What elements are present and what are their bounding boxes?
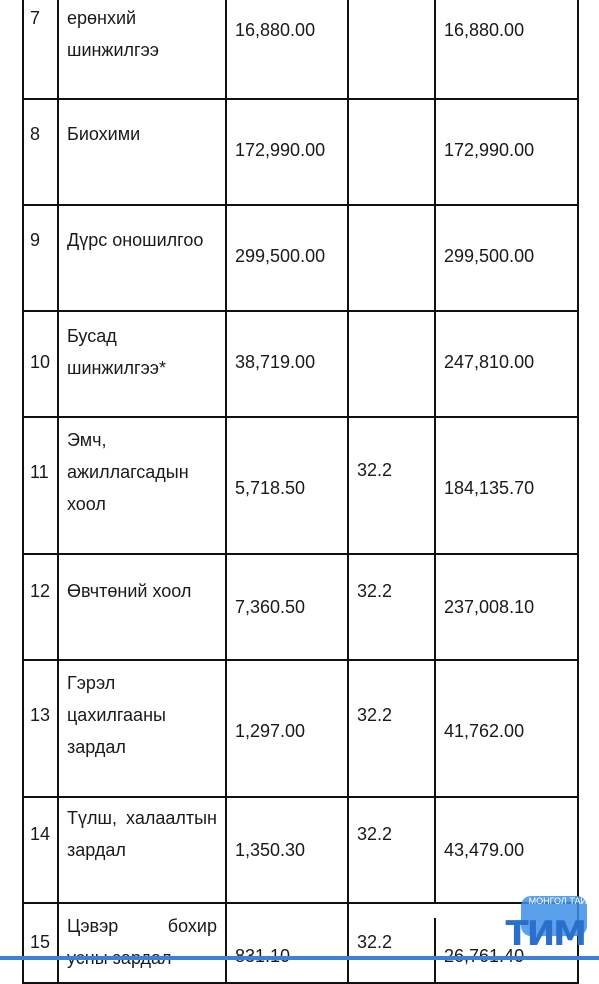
row-name-line: хоол (67, 494, 106, 514)
row-name-line: цахилгааны (67, 705, 166, 725)
row-total: 237,008.10 (435, 554, 578, 660)
row-unit-price: 172,990.00 (226, 99, 348, 205)
row-name-line: зардал (67, 840, 126, 860)
table-row (23, 903, 578, 983)
table-row (23, 797, 578, 903)
row-name (58, 903, 226, 983)
row-number: 10 (23, 311, 58, 417)
row-percent (348, 311, 435, 417)
row-number: 7 (23, 0, 58, 99)
watermark-logo (505, 890, 587, 954)
row-name-line: шинжилгээ* (67, 358, 166, 378)
row-name (58, 0, 226, 99)
row-total: 172,990.00 (435, 99, 578, 205)
row-name-line: зардал (67, 737, 126, 757)
row-unit-price: 16,880.00 (226, 0, 348, 99)
row-name (58, 417, 226, 554)
row-name-line: шинжилгээ (67, 40, 159, 60)
row-name-line: Биохими (67, 124, 141, 144)
row-number: 15 (23, 903, 58, 983)
table-row (23, 660, 578, 797)
row-percent (348, 205, 435, 311)
row-name-line: ажиллагсадын (67, 462, 189, 482)
row-name (58, 797, 226, 903)
row-name-line: Дүрс оношилгоо (67, 230, 204, 250)
row-unit-price: 299,500.00 (226, 205, 348, 311)
row-percent (348, 0, 435, 99)
row-number: 8 (23, 99, 58, 205)
row-number: 11 (23, 417, 58, 554)
table-row (23, 417, 578, 554)
row-total: 16,880.00 (435, 0, 578, 99)
bottom-accent-bar (0, 956, 599, 960)
row-unit-price: 1,297.00 (226, 660, 348, 797)
table-row (23, 99, 578, 205)
row-name (58, 99, 226, 205)
row-percent: 32.2 (348, 554, 435, 660)
row-percent: 32.2 (348, 903, 435, 983)
row-name-line: Гэрэл (67, 673, 116, 693)
row-name (58, 205, 226, 311)
row-unit-price (226, 903, 348, 983)
row-name-line: Бусад (67, 326, 117, 346)
row-name-line: Түлш, халаалтын (67, 808, 217, 828)
row-unit-price: 5,718.50 (226, 417, 348, 554)
row-total: 247,810.00 (435, 311, 578, 417)
watermark-small-text: МОНГОЛ ТАЙ (528, 896, 587, 906)
row-number: 13 (23, 660, 58, 797)
table-row (23, 205, 578, 311)
data-table (22, 0, 579, 984)
row-name (58, 660, 226, 797)
scan-blot (432, 904, 442, 918)
watermark-text: ТИМ (505, 914, 585, 954)
row-total: 41,762.00 (435, 660, 578, 797)
row-name (58, 554, 226, 660)
row-name-line: Эмч, (67, 430, 107, 450)
table-row (23, 0, 578, 99)
row-number: 12 (23, 554, 58, 660)
row-percent: 32.2 (348, 797, 435, 903)
row-number: 14 (23, 797, 58, 903)
row-total: 43,479.00 (435, 797, 578, 903)
row-total: 184,135.70 (435, 417, 578, 554)
row-name-line: Өвчтөний хоол (67, 581, 192, 601)
row-name (58, 311, 226, 417)
row-percent: 32.2 (348, 417, 435, 554)
row-unit-price: 1,350.30 (226, 797, 348, 903)
row-number: 9 (23, 205, 58, 311)
row-name-line: Цэвэр бохир (67, 916, 217, 936)
row-unit-price: 38,719.00 (226, 311, 348, 417)
row-name-line: ерөнхий (67, 8, 137, 28)
table-row (23, 554, 578, 660)
row-total: 299,500.00 (435, 205, 578, 311)
table-row (23, 311, 578, 417)
row-unit-price: 7,360.50 (226, 554, 348, 660)
row-percent (348, 99, 435, 205)
row-percent: 32.2 (348, 660, 435, 797)
